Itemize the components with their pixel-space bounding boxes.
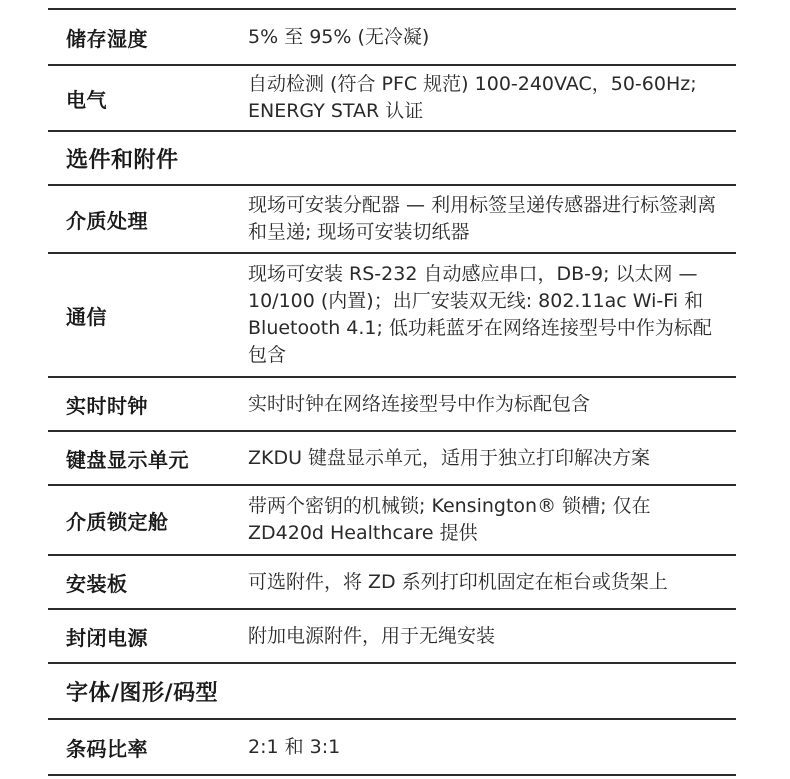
- spec-row-media-handling: [48, 186, 736, 254]
- spec-value: 5% 至 95% (无冷凝): [248, 25, 430, 48]
- spec-label: 条码比率: [66, 736, 148, 761]
- spec-value: 实时时钟在网络连接型号中作为标配包含: [248, 392, 591, 415]
- spec-label: 实时时钟: [66, 393, 148, 418]
- spec-value: ZKDU 键盘显示单元，适用于独立打印解决方案: [248, 446, 651, 469]
- spec-row-enclosed-power: [48, 610, 736, 664]
- spec-value: 现场可安装分配器 — 利用标签呈递传感器进行标签剥离和呈递; 现场可安装切纸器: [248, 194, 717, 243]
- spec-value: 带两个密钥的机械锁; Kensington® 锁槽; 仅在 ZD420d Healthcare 提供: [248, 495, 651, 544]
- spec-row-real-time-clock: [48, 378, 736, 432]
- section-header-options: [48, 132, 736, 186]
- spec-row-media-lock: [48, 486, 736, 556]
- section-title: 选件和附件: [66, 147, 179, 173]
- spec-value: 自动检测 (符合 PFC 规范) 100-240VAC，50-60Hz; ENERGY STAR 认证: [248, 73, 697, 122]
- spec-label: 介质锁定舱: [66, 509, 169, 534]
- spec-label: 储存湿度: [66, 26, 148, 51]
- spec-row-electrical: [48, 66, 736, 132]
- spec-label: 封闭电源: [66, 625, 148, 650]
- spec-row-mounting-plate: [48, 556, 736, 610]
- spec-row-barcode-ratio: [48, 720, 736, 776]
- spec-value: 可选附件，将 ZD 系列打印机固定在柜台或货架上: [248, 570, 668, 593]
- spec-value: 附加电源附件，用于无绳安装: [248, 624, 496, 647]
- spec-value: 现场可安装 RS-232 自动感应串口，DB-9; 以太网 — 10/100 (内置)；出厂安装双无线: 802.11ac Wi-Fi 和 Bluetooth 4.1; 低功耗蓝牙在网络连接型号中作为标配包含: [248, 263, 712, 366]
- spec-row-keyboard-display: [48, 432, 736, 486]
- spec-label: 介质处理: [66, 208, 148, 233]
- spec-row-storage-humidity: [48, 10, 736, 66]
- spec-row-communications: [48, 254, 736, 378]
- spec-value: 2:1 和 3:1: [248, 735, 341, 758]
- spec-label: 安装板: [66, 571, 128, 596]
- spec-label: 键盘显示单元: [66, 447, 189, 472]
- section-header-fonts: [48, 664, 736, 720]
- spec-label: 通信: [66, 304, 107, 329]
- spec-label: 电气: [66, 87, 107, 112]
- section-title: 字体/图形/码型: [66, 680, 219, 706]
